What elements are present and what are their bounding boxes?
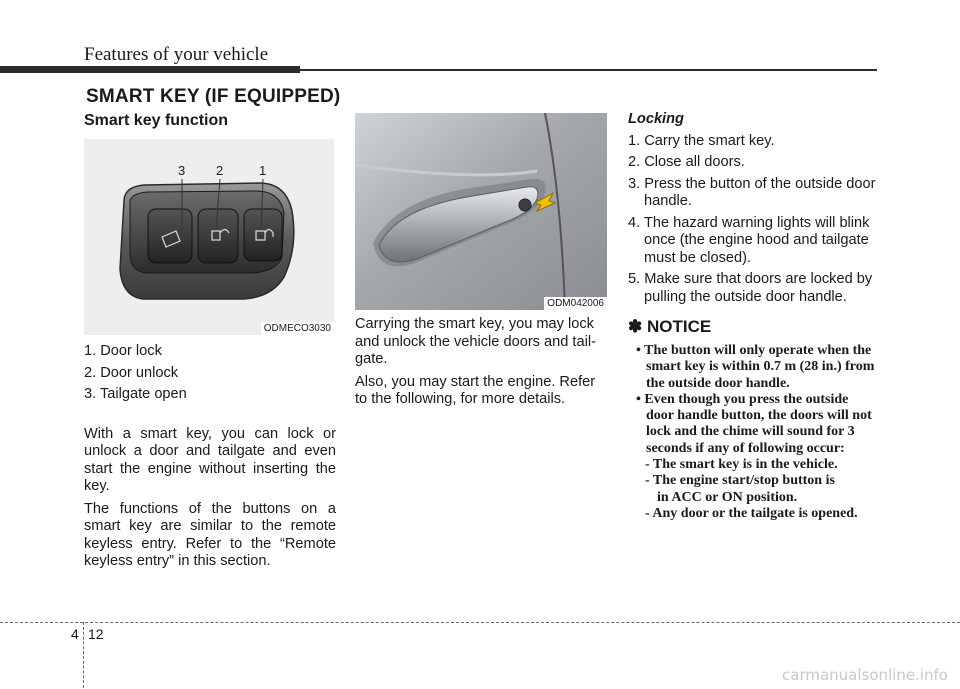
notice-box — [628, 343, 878, 522]
callout-3: 3 — [178, 163, 186, 178]
footer-divider — [83, 622, 84, 688]
figure-code: ODM042006 — [544, 297, 607, 310]
smart-key-illustration — [84, 139, 334, 335]
lock-button — [244, 209, 282, 261]
section-title: SMART KEY (IF EQUIPPED) — [86, 86, 341, 107]
notice-subitem: in ACC or ON position. — [657, 489, 798, 505]
handle-button-icon — [519, 199, 531, 211]
column-2-text — [355, 316, 607, 409]
notice-title: ✽ NOTICE — [628, 317, 712, 336]
locking-heading: Locking — [628, 111, 684, 127]
unlock-button — [198, 209, 238, 263]
list-item: 2. Door unlock — [84, 364, 179, 381]
column-3-text — [628, 111, 878, 310]
list-item: 1. Door lock — [84, 343, 162, 359]
paragraph: The functions of the buttons on a smart key are similar to the remote keyless entry. Refer to the “Remote keyless entry” in this section. — [84, 500, 336, 569]
list-item: 5. Make sure that doors are locked by pulling the outside door handle. — [628, 271, 873, 305]
tailgate-button — [148, 209, 192, 263]
header-rule-thin — [300, 69, 877, 71]
list-item: 1. Carry the smart key. — [628, 132, 775, 149]
footer-rule — [0, 622, 960, 623]
list-item: 3. Press the button of the outside door handle. — [628, 175, 876, 209]
door-handle-photo — [355, 113, 607, 310]
paragraph: Carrying the smart key, you may lock and unlock the vehicle doors and tail- gate. — [355, 316, 596, 367]
notice-bullet: • Even though you press the outside door handle button, the doors will not lock and the chime will sound for 3 seconds if any of following occur: — [636, 391, 872, 456]
callout-1: 1 — [259, 163, 267, 178]
chapter-number: 4 — [71, 626, 79, 642]
running-header: Features of your vehicle — [84, 44, 269, 65]
list-item: 2. Close all doors. — [628, 154, 745, 170]
paragraph: Also, you may start the engine. Refer to the following, for more details. — [355, 373, 596, 407]
watermark: carmanualsonline.info — [782, 666, 948, 684]
notice-subitem: - The engine start/stop button is — [645, 473, 835, 489]
notice-subitem: - Any door or the tailgate is opened. — [645, 505, 858, 521]
header-rule-thick — [0, 66, 300, 73]
button-list — [84, 343, 336, 404]
page-number: 12 — [88, 626, 104, 642]
notice-subitem: - The smart key is in the vehicle. — [645, 457, 838, 473]
notice-bullet: • The button will only operate when the smart key is within 0.7 m (28 in.) from the outside door handle. — [636, 343, 875, 391]
callout-2: 2 — [216, 163, 224, 178]
door-handle-drawing — [355, 113, 607, 310]
subsection-title: Smart key function — [84, 112, 229, 129]
column-1-text — [84, 343, 336, 571]
paragraph: With a smart key, you can lock or unlock a door and tailgate and even start the engine without inserting the key. — [84, 425, 336, 494]
figure-code: ODMECO3030 — [261, 322, 334, 335]
list-item: 3. Tailgate open — [84, 386, 187, 402]
locking-steps — [628, 133, 878, 307]
smart-key-drawing — [84, 139, 334, 335]
list-item: 4. The hazard warning lights will blink once (the engine hood and tailgate must be closed). — [628, 214, 870, 266]
